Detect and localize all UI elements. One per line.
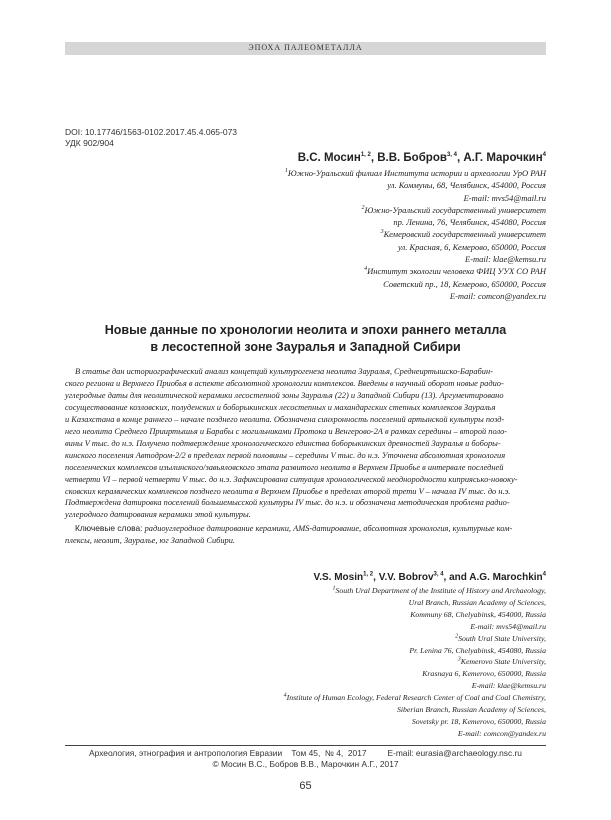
doi: DOI: 10.17746/1563-0102.2017.45.4.065-073 bbox=[65, 127, 238, 137]
abstract-line: и Казахстана в конце раннего – начале позднего неолита. Обозначена синхронность поселений артынской культуры позд- bbox=[65, 414, 505, 424]
affil-text: Кемеровский государственный университет bbox=[383, 229, 546, 240]
author-3-sup: 4 bbox=[542, 152, 546, 159]
affil-en-line bbox=[76, 656, 546, 668]
abstract-line: сковских керамических комплексов позднего неолита в Верхнем Приобье в пределах второй трети V – начала IV тыс. до н.э. bbox=[65, 486, 511, 496]
affil-ru-line bbox=[76, 167, 546, 179]
affil-email: E-mail: klae@kemsu.ru bbox=[471, 681, 546, 691]
author-en-2-sup: 3, 4 bbox=[433, 571, 444, 578]
affil-en-line bbox=[76, 645, 546, 657]
affil-sup: 4 bbox=[364, 266, 368, 273]
affil-en-line bbox=[76, 668, 546, 680]
abstract-line: ского региона и Верхнего Приобья в аспекте абсолютной хронологии комплексов. Введены в научный оборот новые радио- bbox=[65, 378, 504, 388]
affil-en-line bbox=[76, 585, 546, 597]
affil-en-line bbox=[76, 680, 546, 692]
affil-sup: 4 bbox=[283, 692, 287, 699]
abstract-line: В статье дан историографический анализ концепций культурогенеза неолита Зауралья, Среднеиртышско-Барабин- bbox=[75, 367, 493, 376]
author-and: , and bbox=[443, 572, 470, 583]
affil-en-line bbox=[76, 621, 546, 633]
author-1-sup: 1, 2 bbox=[360, 152, 371, 159]
keywords-text: радиоуглеродное датирование керамики, AMS-датирование, абсолютная хронология, культурные ком- bbox=[142, 524, 513, 533]
affil-text: South Ural State University, bbox=[458, 633, 546, 643]
page-number: 65 bbox=[299, 780, 312, 792]
author-en-3: A.G. Marochkin bbox=[469, 572, 543, 583]
affil-en-line bbox=[76, 728, 546, 740]
author-1: В.С. Мосин bbox=[297, 152, 361, 164]
affil-sup: 2 bbox=[455, 633, 459, 640]
affil-ru-line bbox=[76, 216, 546, 228]
author-en-1-sup: 1, 2 bbox=[363, 571, 374, 578]
title-line-2: в лесостепной зоне Зауралья и Западной Сибири bbox=[150, 340, 461, 354]
affil-ru-line bbox=[76, 228, 546, 240]
affil-ru-line bbox=[76, 241, 546, 253]
author-sep: , bbox=[456, 152, 464, 164]
affil-ru-line bbox=[76, 192, 546, 204]
abstract-line: Подтверждена датировка поселений большемысской культуры IV тыс. до н.э. и обозначена методическая проблема радио- bbox=[65, 498, 510, 508]
keywords-line-1 bbox=[65, 523, 546, 535]
affil-ru-line bbox=[76, 204, 546, 216]
author-en-2: V.V. Bobrov bbox=[378, 572, 434, 583]
article-title bbox=[65, 322, 546, 356]
author-en-1: V.S. Mosin bbox=[313, 572, 364, 583]
affil-sup: 3 bbox=[457, 656, 461, 663]
affil-text: пр. Ленина, 76, Челябинск, 454080, Россия bbox=[393, 217, 546, 228]
author-2: В.В. Бобров bbox=[377, 152, 447, 164]
running-header: ЭПОХА ПАЛЕОМЕТАЛЛА bbox=[248, 43, 363, 52]
author-sep: , bbox=[370, 152, 378, 164]
affil-text: Pr. Lenina 76, Chelyabinsk, 454080, Russia bbox=[409, 645, 546, 655]
abstract-line: сосуществование козловских, полуденских и боборыкинских лесостепных и махандаргских степных комплексов Зауралья bbox=[65, 402, 496, 412]
authors-ru bbox=[298, 152, 546, 164]
affil-ru-line bbox=[76, 265, 546, 277]
footer-rule bbox=[65, 745, 546, 746]
affil-text: Институт экологии человека ФИЦ УУХ СО РАН bbox=[367, 266, 546, 277]
udk: УДК 902/904 bbox=[65, 138, 114, 148]
affil-text: Sovetsky pr. 18, Kemerovo, 650000, Russia bbox=[411, 716, 546, 726]
affil-text: South Ural Department of the Institute of History and Archaeology, bbox=[335, 586, 546, 595]
affil-ru-line bbox=[76, 253, 546, 265]
authors-en bbox=[313, 572, 546, 583]
affil-sup: 2 bbox=[361, 205, 365, 212]
author-3: А.Г. Марочкин bbox=[463, 152, 543, 164]
affil-text: Krasnaya 6, Kemerovo, 650000, Russia bbox=[422, 669, 546, 679]
affil-ru-line bbox=[76, 179, 546, 191]
affil-text: Institute of Human Ecology, Federal Research Center of Coal and Coal Chemistry, bbox=[286, 693, 546, 703]
abstract-line: него неолита Среднего Прииртышья и Барабы с могильниками Протока и Венгерово-2А в рамках середины – второй полo- bbox=[65, 426, 508, 436]
affil-text: Kommuny 68, Chelyabinsk, 454000, Russia bbox=[410, 609, 546, 619]
affil-text: Южно-Уральский филиал Института истории и археологии УрО РАН bbox=[287, 168, 546, 178]
affil-en-line bbox=[76, 692, 546, 704]
affil-en-line bbox=[76, 597, 546, 609]
abstract-line: четверти VI – первой четверти V тыс. до н.э. Зафиксирована ситуация хронологической неоднородности киприясько-новоку- bbox=[65, 474, 518, 484]
journal-footer: Археология, этнография и антропология Евразии Том 45, № 4, 2017 E-mail: eurasia@archaeology.nsc.ru bbox=[89, 748, 522, 758]
abstract-line: вины V тыс. до н.э. Получено подтверждение хронологического единства боборыкинских древностей Зауралья и бобoры- bbox=[65, 438, 501, 448]
affil-text: Kemerovo State University, bbox=[460, 657, 546, 667]
affil-text: ул. Красная, 6, Кемерово, 650000, Россия bbox=[398, 241, 546, 252]
affil-en-line bbox=[76, 704, 546, 716]
affil-email: E-mail: comcon@yandex.ru bbox=[457, 728, 546, 738]
affil-en-line bbox=[76, 609, 546, 621]
affil-ru-line bbox=[76, 278, 546, 290]
affil-email: E-mail: klae@kemsu.ru bbox=[465, 254, 546, 265]
affil-email: E-mail: mvs54@mail.ru bbox=[470, 621, 546, 631]
affil-text: ул. Коммуны, 68, Челябинск, 454000, Россия bbox=[387, 180, 546, 191]
abstract-line: углеродные даты для неолитической керамики лесостепной зоны Зауралья (22) и Западной Сибири (13). Аргументировано bbox=[65, 390, 504, 400]
running-header-band bbox=[65, 42, 546, 55]
affil-email: E-mail: comcon@yandex.ru bbox=[449, 290, 546, 301]
author-en-3-sup: 4 bbox=[542, 571, 546, 578]
author-2-sup: 3, 4 bbox=[446, 152, 457, 159]
affil-email: E-mail: mvs54@mail.ru bbox=[463, 192, 546, 203]
affil-text: Советский пр., 18, Кемерово, 650000, Россия bbox=[383, 278, 546, 289]
copyright-footer: © Мосин В.С., Бобров В.В., Марочкин А.Г., 2017 bbox=[212, 759, 399, 769]
affil-en-line bbox=[76, 716, 546, 728]
affiliations-en bbox=[76, 585, 546, 740]
affil-text: Южно-Уральский государственный университет bbox=[364, 204, 546, 215]
affil-text: Ural Branch, Russian Academy of Sciences, bbox=[408, 597, 546, 607]
author-sep: , bbox=[373, 572, 379, 583]
keywords-line-2: плексы, неолит, Зауралье, юг Западной Сибири. bbox=[65, 535, 236, 545]
affil-sup: 3 bbox=[380, 229, 384, 236]
abstract-line: поселенческих комплексов изылинского/завьяловского этапа развитого неолита в Верхнем Приобье в интервале последней bbox=[65, 462, 504, 472]
affiliations-ru bbox=[76, 167, 546, 302]
affil-ru-line bbox=[76, 290, 546, 302]
keywords bbox=[65, 523, 546, 547]
affil-sup: 1 bbox=[332, 585, 336, 592]
title-line-1: Новые данные по хронологии неолита и эпохи раннего металла bbox=[104, 323, 507, 337]
keywords-label: Ключевые слова: bbox=[75, 523, 143, 533]
affil-text: Siberian Branch, Russian Academy of Sciences, bbox=[396, 705, 546, 715]
abstract-line: углеродного датирования керамики этой культуры. bbox=[65, 510, 251, 520]
abstract-line: кинского поселения Автодром-2/2 в пределах первой половины – середины V тыс. до н.э. Уточнена абсолютная хронология bbox=[65, 450, 506, 460]
affil-en-line bbox=[76, 633, 546, 645]
affil-sup: 1 bbox=[284, 168, 288, 175]
abstract bbox=[65, 366, 546, 521]
